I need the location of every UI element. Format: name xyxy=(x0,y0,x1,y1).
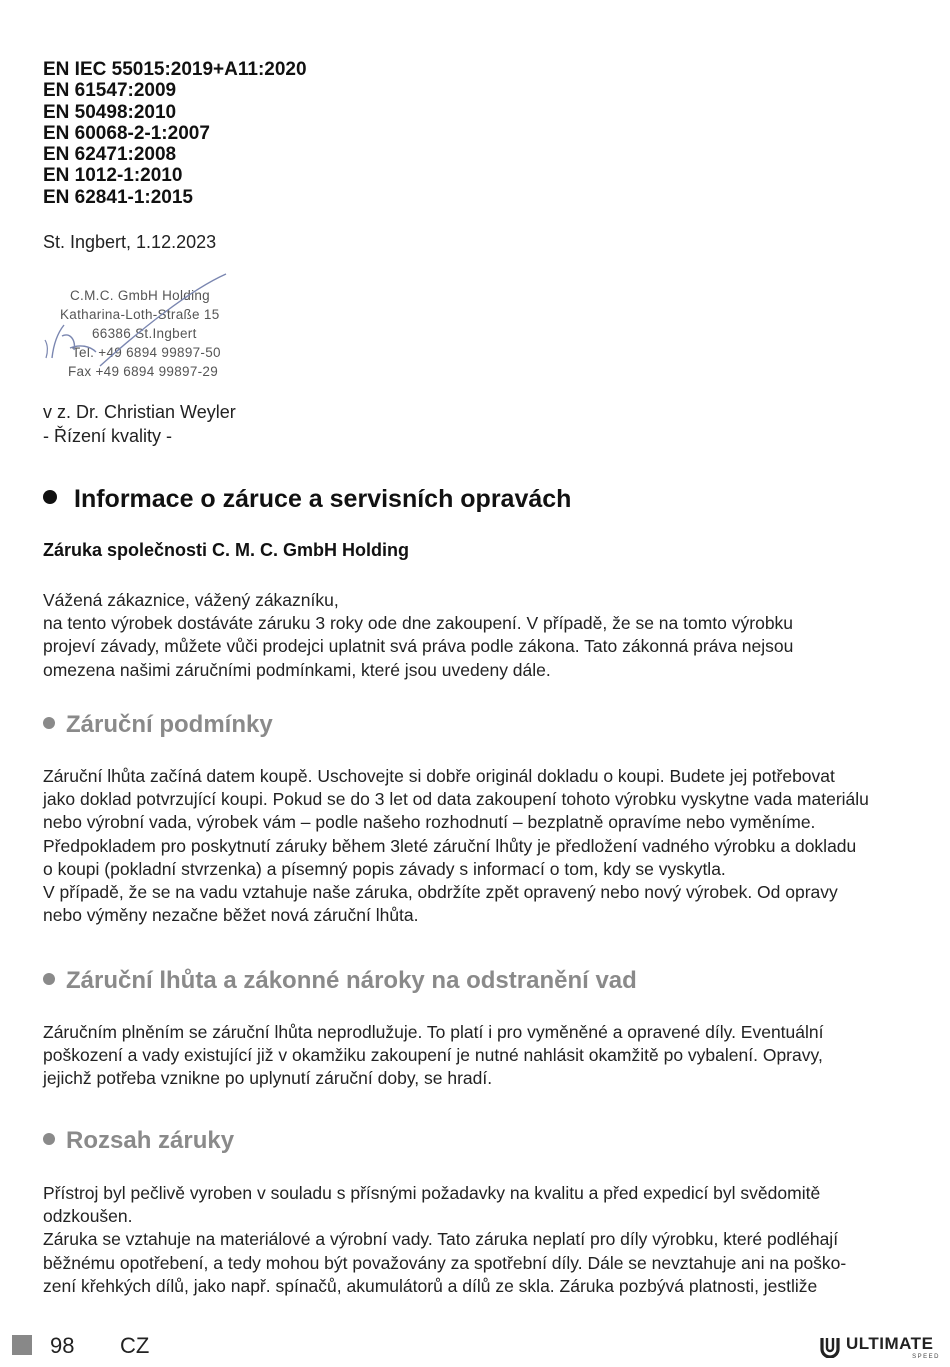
stamp-line: Fax +49 6894 99897-29 xyxy=(68,364,219,379)
place-date: St. Ingbert, 1.12.2023 xyxy=(43,232,217,252)
text-line: na tento výrobek dostáváte záruku 3 roky ode dne zakoupení. V případě, že se na tomto výrobku xyxy=(43,613,794,634)
bullet-icon xyxy=(43,717,55,729)
stamp-line: Katharina-Loth-Straße 15 xyxy=(60,307,220,322)
text-line: Záručním plněním se záruční lhůta neprodlužuje. To platí i pro vyměněné a opravené díly. Eventuální xyxy=(43,1022,824,1042)
text-line: Záruční lhůta začíná datem koupě. Uschovejte si dobře originál dokladu o koupi. Budete jej potřebovat xyxy=(43,766,835,786)
signature-mark xyxy=(40,270,290,390)
signer-name: v z. Dr. Christian Weyler xyxy=(43,402,236,422)
section-heading-text: Rozsah záruky xyxy=(66,1127,235,1154)
section-paragraph xyxy=(43,1021,913,1091)
text-line: zení křehkých dílů, jako např. spínačů, akumulátorů a dílů ze skla. Záruka pozbývá platnosti, jestliže xyxy=(43,1275,818,1296)
stamp-line: 66386 St.Ingbert xyxy=(92,326,197,341)
text-line: projeví závady, můžete vůči prodejci uplatnit svá práva podle zákona. Tato zákonná práva nejsou xyxy=(43,636,794,657)
text-line: jejichž potřeba vznikne po uplynutí záruční doby, se hradí. xyxy=(43,1068,493,1089)
brand-subtitle: SPEED xyxy=(912,1354,940,1360)
text-line: odzkoušen. xyxy=(43,1206,133,1227)
standard-item: EN 50498:2010 xyxy=(43,101,177,123)
company-stamp xyxy=(40,270,290,390)
text-line: běžnému opotřebení, a tedy mohou být považovány za spotřební díly. Dále se nevztahuje ani na poško- xyxy=(43,1252,847,1273)
section-heading-text: Záruční podmínky xyxy=(66,711,273,738)
text-line: omezena našimi záručními podmínkami, které jsou uvedeny dále. xyxy=(43,659,551,680)
standards-list xyxy=(43,59,307,208)
section-heading xyxy=(43,1127,234,1155)
text-line: nebo výměny nezačne běžet nová záruční lhůta. xyxy=(43,905,419,926)
bullet-icon xyxy=(43,1133,55,1145)
subheading: Záruka společnosti C. M. C. GmbH Holding xyxy=(43,540,410,560)
main-heading-text: Informace o záruce a servisních opravách xyxy=(74,485,572,513)
text-line: o koupi (pokladní stvrzenka) a písemný popis závady s informací o tom, kdy se vyskytla. xyxy=(43,858,726,879)
text-line: nebo výrobní vada, výrobek vám – podle našeho rozhodnutí – bezplatně opravíme nebo vyměníme. xyxy=(43,812,816,833)
text-line: Předpokladem pro poskytnutí záruky během 3leté záruční lhůty je předložení vadného výrobku a dokladu xyxy=(43,835,857,856)
signer-block xyxy=(43,400,236,448)
section-heading xyxy=(43,967,637,995)
stamp-line: Tel. +49 6894 99897-50 xyxy=(72,345,221,360)
text-line: jako doklad potvrzující koupi. Pokud se do 3 let od data zakoupení tohoto výrobku vyskytne vada materiálu xyxy=(43,789,869,810)
section-paragraph xyxy=(43,765,913,927)
text-line: Vážená zákaznice, vážený zákazníku, xyxy=(43,590,339,610)
brand-logo xyxy=(818,1334,942,1362)
standard-item: EN 1012-1:2010 xyxy=(43,165,183,187)
section-paragraph xyxy=(43,1182,913,1298)
signer-role: - Řízení kvality - xyxy=(43,426,173,446)
bullet-icon xyxy=(43,973,55,985)
standard-item: EN 60068-2-1:2007 xyxy=(43,122,210,144)
standard-item: EN IEC 55015:2019+A11:2020 xyxy=(43,59,307,80)
language-code: CZ xyxy=(120,1333,150,1358)
brand-mark-icon xyxy=(818,1334,842,1358)
text-line: Přístroj byl pečlivě vyroben v souladu s přísnými požadavky na kvalitu a před expedicí byl svědomitě xyxy=(43,1183,821,1203)
intro-paragraph xyxy=(43,589,913,682)
standard-item: EN 61547:2009 xyxy=(43,80,177,102)
bullet-icon xyxy=(43,490,57,504)
text-line: poškození a vady existující již v okamžiku zakoupení je nutné nahlásit okamžitě po vybalení. Opravy, xyxy=(43,1045,823,1066)
stamp-line: C.M.C. GmbH Holding xyxy=(70,288,210,303)
footer-square-icon xyxy=(12,1335,32,1355)
page-number: 98 xyxy=(50,1333,75,1358)
section-heading xyxy=(43,711,273,739)
standard-item: EN 62841-1:2015 xyxy=(43,186,193,208)
main-heading xyxy=(43,485,571,514)
text-line: V případě, že se na vadu vztahuje naše záruka, obdržíte zpět opravený nebo nový výrobek. Od opravy xyxy=(43,882,838,903)
section-heading-text: Záruční lhůta a zákonné nároky na odstranění vad xyxy=(66,967,637,994)
standard-item: EN 62471:2008 xyxy=(43,144,177,166)
brand-name: ULTIMATE xyxy=(846,1334,934,1353)
text-line: Záruka se vztahuje na materiálové a výrobní vady. Tato záruka neplatí pro díly výrobku, které podléhají xyxy=(43,1229,839,1250)
